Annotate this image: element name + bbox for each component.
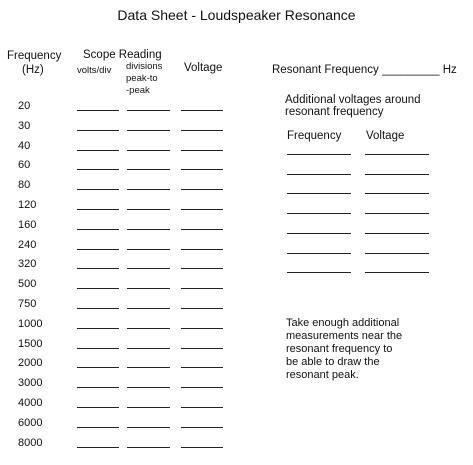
additional-voltage-blank[interactable]: [365, 213, 429, 214]
divisions-blank[interactable]: [127, 348, 170, 349]
frequency-header: Frequency: [7, 50, 62, 62]
divisions-blank[interactable]: [127, 110, 170, 111]
voltage-blank[interactable]: [181, 229, 223, 230]
additional-voltage-blank[interactable]: [365, 193, 429, 194]
divisions-blank[interactable]: [127, 328, 170, 329]
frequency-label: 160: [18, 219, 37, 231]
volts-div-blank[interactable]: [77, 268, 119, 269]
additional-voltage-blank[interactable]: [365, 174, 429, 175]
note-line5: resonant peak.: [286, 369, 359, 381]
volts-div-blank[interactable]: [77, 189, 119, 190]
volts-div-blank[interactable]: [77, 169, 119, 170]
frequency-label: 6000: [18, 417, 43, 429]
additional-frequency-blank[interactable]: [287, 154, 351, 155]
additional-voltage-blank[interactable]: [365, 272, 429, 273]
volts-div-blank[interactable]: [77, 427, 119, 428]
frequency-label: 1000: [18, 318, 43, 330]
additional-frequency-blank[interactable]: [287, 213, 351, 214]
additional-heading: [285, 94, 421, 118]
frequency-label: 30: [18, 120, 31, 132]
additional-heading-line1: Additional voltages around: [285, 94, 421, 106]
additional-frequency-blank[interactable]: [287, 174, 351, 175]
voltage-blank[interactable]: [181, 308, 223, 309]
frequency-label: 20: [18, 100, 31, 112]
frequency-label: 120: [18, 199, 37, 211]
voltage-blank[interactable]: [181, 387, 223, 388]
divisions-blank[interactable]: [127, 447, 170, 448]
voltage-blank[interactable]: [181, 249, 223, 250]
divisions-blank[interactable]: [127, 169, 170, 170]
additional-frequency-blank[interactable]: [287, 233, 351, 234]
volts-div-blank[interactable]: [77, 209, 119, 210]
note-line1: Take enough additional: [286, 317, 400, 329]
divisions-blank[interactable]: [127, 209, 170, 210]
additional-frequency-blank[interactable]: [287, 272, 351, 273]
voltage-blank[interactable]: [181, 150, 223, 151]
frequency-label: 2000: [18, 357, 43, 369]
volts-div-blank[interactable]: [77, 249, 119, 250]
note-line4: be able to draw the: [286, 356, 380, 368]
peak-subheader: -peak: [126, 85, 150, 96]
divisions-blank[interactable]: [127, 407, 170, 408]
voltage-blank[interactable]: [181, 407, 223, 408]
divisions-blank[interactable]: [127, 249, 170, 250]
divisions-blank[interactable]: [127, 387, 170, 388]
divisions-blank[interactable]: [127, 427, 170, 428]
volts-div-blank[interactable]: [77, 348, 119, 349]
voltage-blank[interactable]: [181, 447, 223, 448]
volts-div-blank[interactable]: [77, 130, 119, 131]
voltage-blank[interactable]: [181, 110, 223, 111]
divisions-blank[interactable]: [127, 288, 170, 289]
frequency-label: 4000: [18, 397, 43, 409]
additional-voltage-blank[interactable]: [365, 253, 429, 254]
divisions-blank[interactable]: [127, 189, 170, 190]
page-title: Data Sheet - Loudspeaker Resonance: [117, 7, 356, 23]
divisions-blank[interactable]: [127, 308, 170, 309]
additional-voltage-blank[interactable]: [365, 233, 429, 234]
voltage-blank[interactable]: [181, 367, 223, 368]
divisions-blank[interactable]: [127, 130, 170, 131]
volts-div-blank[interactable]: [77, 447, 119, 448]
volts-div-subheader: volts/div: [77, 65, 112, 76]
volts-div-blank[interactable]: [77, 308, 119, 309]
frequency-label: 240: [18, 239, 37, 251]
divisions-blank[interactable]: [127, 268, 170, 269]
frequency-label: 3000: [18, 377, 43, 389]
divisions-blank[interactable]: [127, 150, 170, 151]
voltage-blank[interactable]: [181, 328, 223, 329]
frequency-label: 1500: [18, 338, 43, 350]
resonant-frequency-text: Resonant Frequency: [272, 64, 379, 76]
peak-to-subheader: peak-to: [126, 73, 158, 84]
volts-div-blank[interactable]: [77, 407, 119, 408]
additional-voltage-header: Voltage: [366, 130, 405, 142]
voltage-blank[interactable]: [181, 169, 223, 170]
note-line3: resonant frequency to: [286, 343, 393, 355]
frequency-label: 750: [18, 298, 37, 310]
additional-voltage-blank[interactable]: [365, 154, 429, 155]
voltage-blank[interactable]: [181, 209, 223, 210]
volts-div-blank[interactable]: [77, 367, 119, 368]
volts-div-blank[interactable]: [77, 229, 119, 230]
frequency-label: 320: [18, 258, 37, 270]
voltage-blank[interactable]: [181, 268, 223, 269]
volts-div-blank[interactable]: [77, 150, 119, 151]
frequency-label: 40: [18, 140, 31, 152]
frequency-label: 500: [18, 278, 37, 290]
volts-div-blank[interactable]: [77, 110, 119, 111]
frequency-label: 60: [18, 159, 31, 171]
volts-div-blank[interactable]: [77, 288, 119, 289]
resonant-frequency-blank[interactable]: _________: [381, 64, 440, 76]
divisions-blank[interactable]: [127, 229, 170, 230]
divisions-blank[interactable]: [127, 367, 170, 368]
volts-div-blank[interactable]: [77, 328, 119, 329]
note-line2: measurements near the: [286, 330, 403, 342]
additional-frequency-header: Frequency: [287, 130, 342, 142]
voltage-blank[interactable]: [181, 427, 223, 428]
voltage-blank[interactable]: [181, 189, 223, 190]
frequency-unit-header: (Hz): [22, 64, 44, 76]
voltage-blank[interactable]: [181, 288, 223, 289]
additional-frequency-blank[interactable]: [287, 253, 351, 254]
volts-div-blank[interactable]: [77, 387, 119, 388]
resonant-frequency-label: [272, 64, 457, 76]
resonant-frequency-unit: Hz: [442, 64, 457, 76]
voltage-blank[interactable]: [181, 348, 223, 349]
scope-reading-header: Scope Reading: [83, 49, 162, 61]
divisions-subheader: divisions: [126, 61, 163, 72]
frequency-label: 8000: [18, 437, 43, 449]
frequency-label: 80: [18, 179, 31, 191]
instruction-note: [286, 317, 461, 382]
additional-frequency-blank[interactable]: [287, 193, 351, 194]
voltage-blank[interactable]: [181, 130, 223, 131]
voltage-header: Voltage: [184, 62, 223, 74]
additional-heading-line2: resonant frequency: [285, 106, 384, 118]
